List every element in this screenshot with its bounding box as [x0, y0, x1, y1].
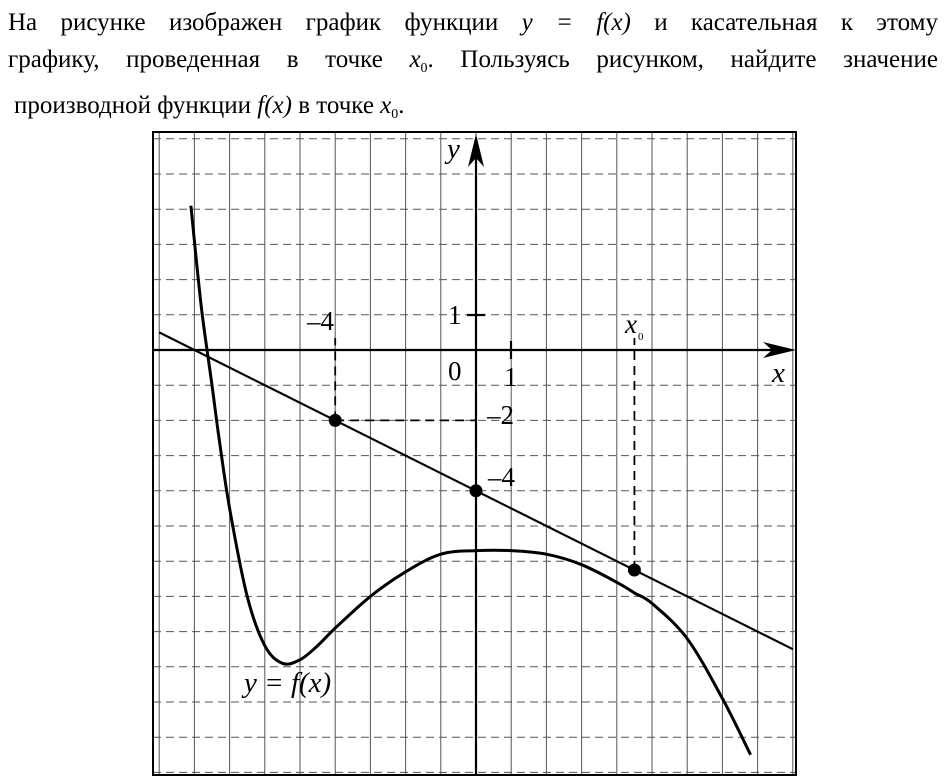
- problem-text-part: в точке: [298, 92, 374, 119]
- x-tick-label-minus-4: –4: [307, 306, 334, 336]
- x0-symbol: $x_0$: [380, 92, 399, 122]
- curve-label: y = f(x): [244, 667, 332, 699]
- problem-text-part: .: [398, 92, 405, 119]
- problem-text-part: и касательная к этому: [654, 9, 938, 36]
- marked-point: [329, 414, 342, 427]
- x-tick-label-1: 1: [504, 362, 518, 392]
- marked-point: [470, 484, 483, 497]
- y-axis-label: y: [447, 133, 460, 165]
- problem-text-part: . Пользуясь рисунком, найдите значение: [427, 46, 939, 73]
- problem-text-part: графику, проведенная в точке: [8, 46, 383, 73]
- y-tick-label-minus-4: –4: [488, 462, 515, 492]
- marked-point: [628, 564, 641, 577]
- x-axis-label: x: [772, 357, 785, 389]
- problem-text-part: производной функции: [14, 92, 252, 119]
- x0-label: $x_0$: [625, 309, 644, 343]
- function-notation: y = f(x): [521, 9, 631, 36]
- problem-text-part: На рисунке изображен график функции: [8, 9, 499, 36]
- y-tick-label-minus-2: –2: [487, 400, 514, 430]
- function-notation: f(x): [257, 92, 292, 119]
- x0-symbol: $x_0$: [409, 46, 428, 76]
- y-tick-label-1: 1: [448, 300, 462, 330]
- origin-label: 0: [448, 356, 462, 386]
- guide-lines: [335, 338, 634, 570]
